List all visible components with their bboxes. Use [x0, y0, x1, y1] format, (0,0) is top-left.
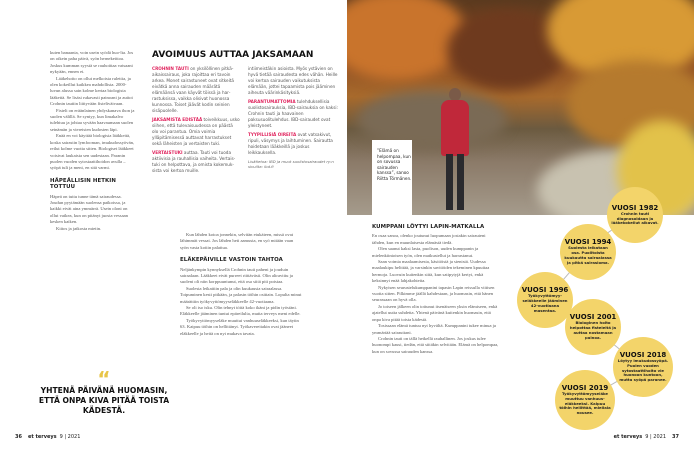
text: tulehduksellisia suolistosairauksia, IBD-sairauksia on kaksi: Crohnin tauti ja haavainen paksusuolitulehdus. IBD-sairaudet ovat yleistyneet. — [248, 99, 338, 128]
paragraph: Työkyvyttömyyseläke muuttui vanhuuseläkkeeksi, kun täytin 63. Kaipuu töihin on hellittänyt. Työkavereitakin ovat jääneet eläkkeelle ja heitä on nyt mukava tavata. — [180, 317, 299, 336]
text: intiimeistäkin asioista. Myös ystävien on hyvä tietää sairaudesta edes vähän. Heille voi kertoa sairauden vaikutuksista elämään, jottei tapaamista pois jääminen aiheuta väärinkäsityksiä. — [248, 66, 338, 95]
paragraph: Enää en voi käyttää biologisia lääkkeitä, koska sairastin lymfooman, imukudossyövän, reilut kolme vuotta sitten. Biologiset lääkkeet voisivat laukaista sen uudestaan. Paranin puolen vuoden sytostaattihoidon avulla – syöpä tuli ja meni, en sitä varmi. — [50, 133, 135, 171]
photo-caption — [372, 140, 412, 216]
text: ovat vatsakivut, ripuli, väsymys ja laihtuminen. Sairautta hoidetaan lääkkeillä ja joskus leikkauksella. — [248, 132, 333, 155]
paragraph: Olen saanut kaksi lasta, puolison, uuden kumppanin ja mielenkiintoisen työn, olen matkustellut ja harrastanut. — [372, 246, 479, 258]
issue: 9 | 2021 — [645, 434, 667, 440]
box-paragraph — [248, 132, 338, 156]
timeline-item: VUOSI 2001 Biologinen hoito helpottaa fisteleitä ja auttaa nostamaan painoa. — [565, 299, 621, 355]
right-column — [372, 224, 500, 355]
paragraph: En osaa sanoa, olenko joutunut luopumaan jostakin sairauteni tähden, kun en muunlaisesta elämästä tiedä. — [372, 233, 486, 245]
paragraph: Tosissaan elämä tuntuu nyt hyvältä. Kumppanini tukee minua ja ymmärtää sairauttani. — [372, 323, 496, 335]
box-paragraph — [152, 117, 240, 147]
paragraph: Kiitos ja jatkosta mietin. — [56, 225, 102, 231]
caption-text: ”Elämä on helpompaa, kun on sovussa sairauden kanssa”, sanoo Riitta Törmänen. — [377, 148, 412, 181]
lead: VERTAISTUKI — [152, 150, 183, 155]
pull-quote — [38, 367, 170, 416]
paragraph: Lääkehoito on ollut melkoista rulettia, ja olen kokeillut kaikkea mahdollista. 2000-luvun alussa sain kolme kertaa biologista lääkettä. Se lisäsi rukavasti painoani ja auttoi Crohnin tautiin liittyvään fisteliväivaan. — [50, 75, 133, 107]
page-number: 37 — [672, 434, 679, 440]
page-folio — [611, 434, 682, 440]
paragraph: Jo toiseen jälkeen olin tottunut itsenäiseen yksin elämiseen, enkä ajatellut uutta suhdetta. Yhtenä päivänä kuitenkin huomasin, että onpa kiva pitää toista kädestä. — [372, 303, 498, 322]
paragraph: Nykyisen seurustelukumppanini tapasin Lapin reissulla viitisen vuotta sitten. Pilkimme jäällä kahdestaan, ja huomasin, että hänen seurassaan on hyvä olla. — [372, 284, 495, 303]
paragraph: Neljänkympin kynnyksellä Crohnin tauti paheni ja jouduin sairaalaan. Lääkkeet eivät purreet riittävästi. Olin aliravittu ja suoleni oli niin korppuuntunut, että osa siitä piti poistaa. — [180, 266, 293, 285]
person-figure — [437, 88, 473, 215]
magazine-name: et terveys — [613, 434, 643, 440]
paragraph: Kun lähden kotoa jonnekin, selvitän etukäteen, missä ovat lähimmät vessat. Jos lähden heti aamusta, en syö mitään vaan syön vasta kotiin palattua. — [180, 232, 294, 250]
paragraph: Fisteli on eräänlainen yhdyskanava ihon ja suolen välillä. Se syntyy, kun limakalvo tulehtuu ja johtaa syvään haavaumaan suolen seinämän ja viereisten kudosten läpi. — [50, 107, 135, 132]
info-box-right — [248, 66, 338, 169]
lead: CROHNIN TAUTI — [152, 66, 189, 71]
quote-text: YHTENÄ PÄIVÄNÄ HUOMASIN, ETTÄ ONPA KIVA PITÄÄ TOISTA KÄDESTÄ. — [38, 386, 170, 415]
box-paragraph — [248, 99, 338, 129]
paragraph: kuten banaania, voin usein syödä huo-lta. Jos on oikein paha päivä, syön hernekeittoa. Joskus kumman syystä se rauhoittaa vatsaani nykyään, ennen ei. — [50, 50, 134, 75]
page-folio — [12, 434, 80, 440]
box-paragraph — [152, 66, 240, 114]
lead: TYYPILLISIÄ OIREITA — [248, 132, 297, 137]
timeline-item: VUOSI 2018 Löytyy imukudossyöpä. Puolen vuoden sytostaattihoito vie huonoon kuntoon, mutta syöpä paranee. — [613, 337, 673, 397]
issue: 9 | 2021 — [59, 434, 81, 440]
section-heading: HÄPEÄLLISIN HETKIN TOTTUU — [50, 177, 117, 191]
box-paragraph — [248, 66, 338, 96]
timeline-item: VUOSI 1994 Suolesta leikataan osa. Puolitoista kuukautta sairaalassa ja pitkä sairasloma. — [560, 224, 616, 280]
timeline-item: VUOSI 1982 Crohnin tauti diagnosoidaan ja lääkekokeilut alkavat. — [607, 187, 663, 243]
page-number: 36 — [15, 434, 22, 440]
section-heading: ELÄKEPÄIVILLE VASTOIN TAHTOA — [180, 257, 283, 264]
box-credit: Lisätietoa: IBD ja muut suolistosairaudet ry:n sivuilta: ibd.fi — [248, 159, 334, 169]
magazine-name: et terveys — [27, 434, 57, 440]
text: on yksilöllinen pitkäaikaissairaus, joka rajoittaa eri tavoin arkea. Monet sairastuneet ovat sitkeitä eivätkä anna sairauden määrätä elämäänsä vaan käyvät töissä ja harrastuksissa, vaikka olisivat huonossa kunnossa. Toiset jäävät kodin seinien sisäpuolelle. — [152, 66, 234, 113]
lead: PARANTUMATTOMIA — [248, 99, 296, 104]
timeline-item: VUOSI 1996 Työkyvyttömyyseläkkeelle jääminen 42-vuotiaana masentaa. — [517, 272, 573, 328]
timeline-item: VUOSI 2019 Työkyvyttömyyseläke muuttuu vanhuuseläkkeeksi. Kaipuu töihin hellittää, mieliala nousee. — [555, 370, 615, 430]
middle-column — [180, 232, 302, 337]
paragraph: Häpeä on tuttu tunne tämä sairaudessa. Joudun pyytämään suolensa paikoissa, ja kaikki eivät aina ymmärrä. Usein oloni on ollut vaikea, kun on pitänyt juosta vessaan kesken kaiken. — [50, 193, 128, 225]
paragraph: Saan voimia maalaamisesta, käsitöistä ja sienistä. Uudessa maalaukipu helittää, ja varsinkin savitöiden tekeminen kpuuttaa hermoja. Luovuin kuitenkin siitä, kun satipytyjä kertyi, enkä keksinnyt enää lahjakohteita. — [372, 259, 490, 284]
section-heading: KUMPPANI LÖYTYI LAPIN-MATKALLA — [372, 224, 485, 230]
quote-mark-icon: “ — [97, 367, 111, 391]
paragraph: Se oli iso isku. Olin tehnyt töitä koko ikäni ja pidin työstäni. Eläkkeelle jääminen tuntui epäreilulta, mutta terveys meni edelle. — [180, 305, 301, 317]
lead: JAKSAMISTA EDISTÄÄ — [152, 117, 203, 122]
info-box-left — [152, 66, 240, 177]
text: toiveikkuus, usko siihen, että tulevaisuudessa on päästä olo voi parantua. Omia voimia ylläpitämisessä auttavat harrastukset sekä läheisten ja vertaisten tuki. — [152, 117, 240, 146]
box-paragraph — [152, 150, 240, 174]
paragraph: Suolesta leikattiin pala ja olin kuukausia sairaalassa. Toipuminen kesti pitkään, ja palasin töihin osittain. Lopulta minut määrättiin työkyvyttömyyseläkkeelle 42-vuotiaana. — [180, 285, 302, 304]
paragraph: Crohnin tauti on tällä hetkellä rauhallinen. Jos joskus tulee huonompi kausi, tiedän, että siitäkin selvitään. Elämä on helpompaa, kun on sovussa sairauden kanssa. — [372, 335, 499, 354]
left-column — [50, 50, 136, 232]
box-title: AVOIMUUS AUTTAA JAKSAMAAN — [152, 50, 314, 60]
text: auttaa. Tauti voi tuoda aktiivisia ja rauhallisia vaiheita. Vertaistuki on helpottava, ja omista kokemuksista voi kertoa muille. — [152, 150, 236, 173]
